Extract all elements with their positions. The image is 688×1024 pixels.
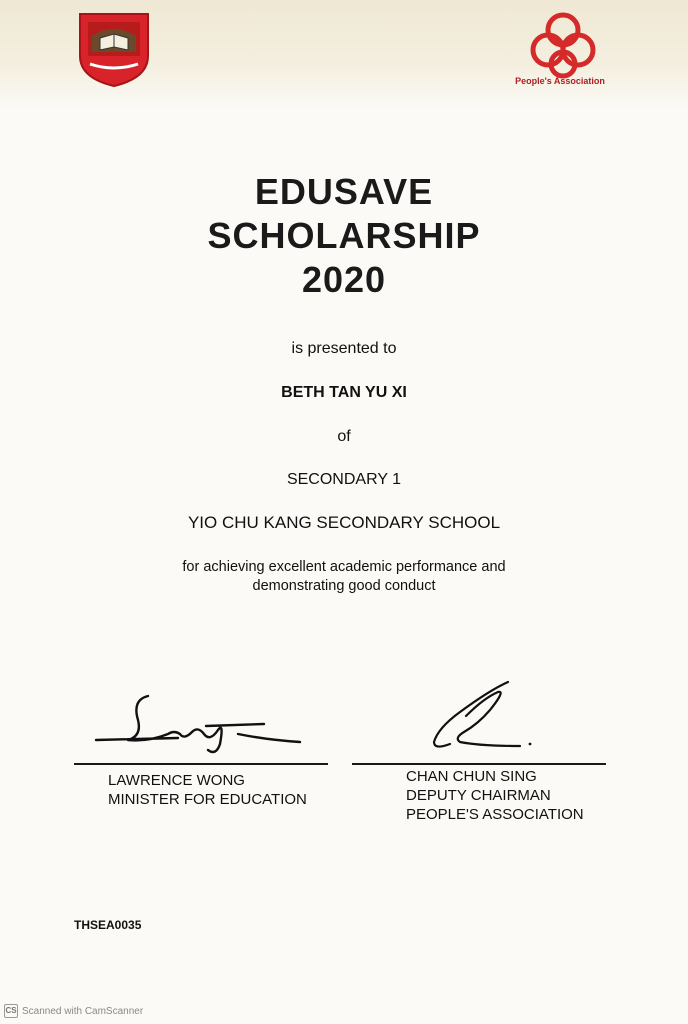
school-name: YIO CHU KANG SECONDARY SCHOOL: [187, 513, 501, 532]
of-text: of: [337, 428, 351, 445]
title-line-2: SCHOLARSHIP: [207, 215, 481, 256]
school-crest-icon: [78, 12, 150, 88]
award-reason: [0, 558, 688, 596]
signature-right: [420, 676, 540, 756]
title-line-1: EDUSAVE: [254, 171, 434, 212]
scanner-text: Scanned with CamScanner: [22, 1005, 144, 1017]
signature-line-left: [74, 763, 328, 765]
signatory-title: MINISTER FOR EDUCATION: [108, 791, 307, 808]
scanner-footer: [4, 1004, 143, 1018]
certificate-serial: THSEA0035: [74, 918, 142, 932]
reason-line-2: demonstrating good conduct: [252, 578, 436, 594]
signature-left: [88, 690, 318, 760]
signatory-title: DEPUTY CHAIRMAN: [406, 787, 551, 804]
title-year: 2020: [301, 259, 387, 300]
signatory-organization: PEOPLE'S ASSOCIATION: [406, 806, 584, 823]
education-level: SECONDARY 1: [286, 471, 402, 488]
signatory-name: CHAN CHUN SING: [406, 768, 537, 785]
recipient-name: BETH TAN YU XI: [281, 384, 407, 401]
signatory-right: [406, 767, 584, 824]
camscanner-icon: CS: [4, 1004, 18, 1018]
signatory-name: LAWRENCE WONG: [108, 772, 245, 789]
signatory-left: [108, 771, 307, 809]
partner-name: People's Association: [515, 76, 605, 86]
signature-line-right: [352, 763, 606, 765]
presented-text: is presented to: [291, 340, 397, 357]
reason-line-1: for achieving excellent academic performance and: [182, 559, 506, 575]
